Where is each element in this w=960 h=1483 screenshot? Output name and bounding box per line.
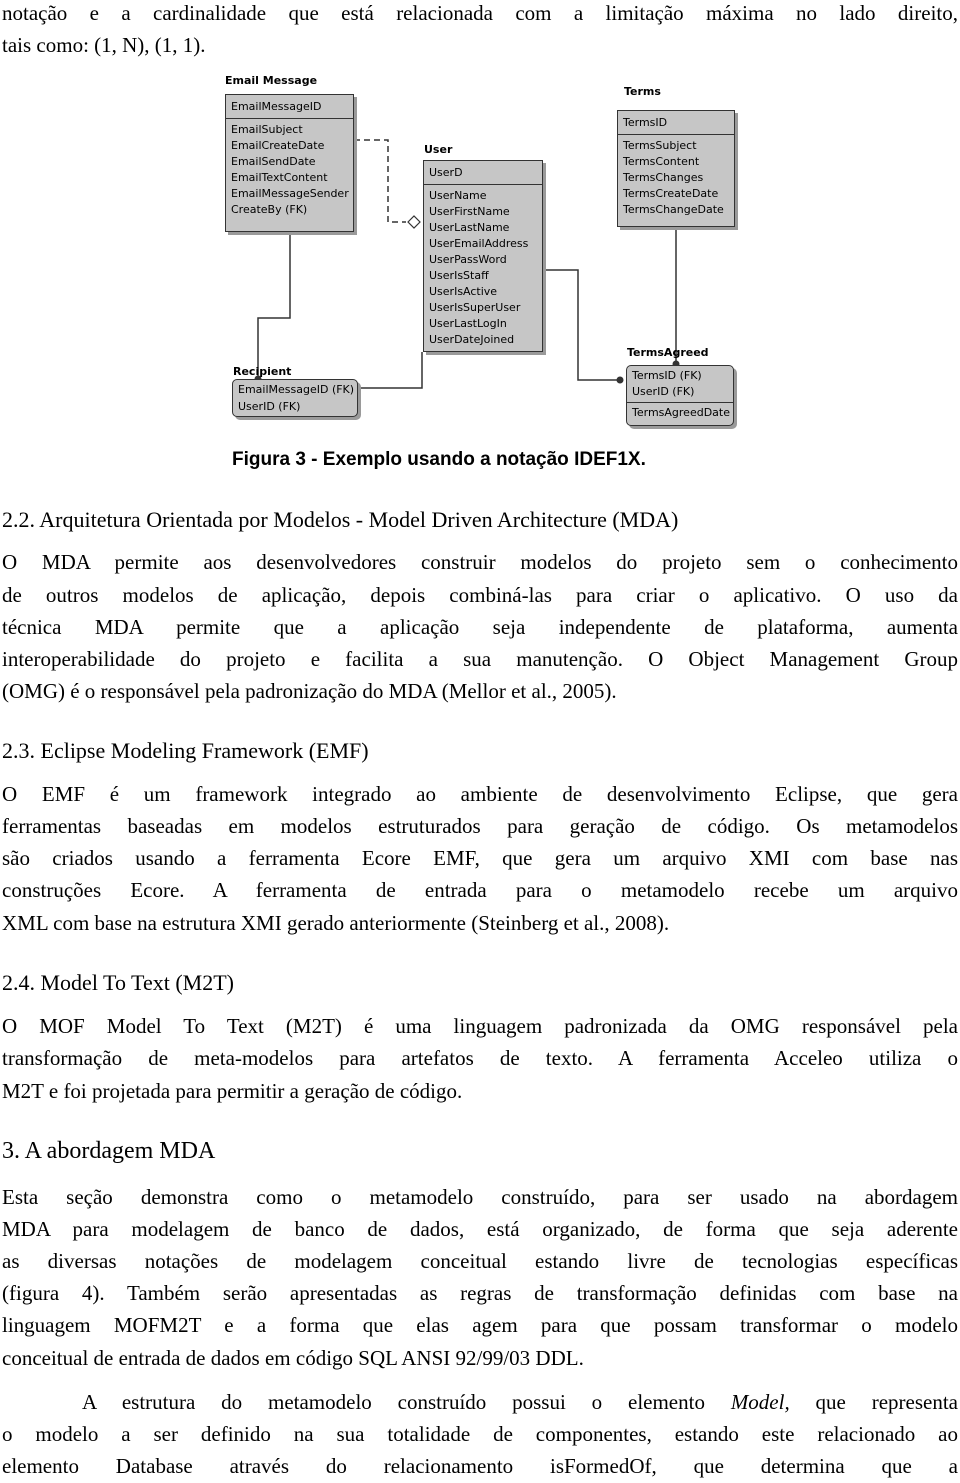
attribute: TermsChangeDate: [623, 203, 724, 216]
attribute: EmailSendDate: [231, 155, 316, 168]
attribute: UserDateJoined: [429, 333, 515, 346]
paragraph-line: ferramentas baseadas em modelos estruturados para geração de código. Os metamodelos: [2, 814, 958, 838]
attribute: UserLastName: [429, 221, 510, 234]
attribute: UserName: [429, 189, 487, 202]
paragraph-line: O MDA permite aos desenvolvedores construir modelos do projeto sem o conhecimento: [2, 550, 958, 574]
paragraph-line: o modelo a ser definido na sua totalidade de componentes, estando este relacionado ao: [2, 1422, 958, 1446]
paragraph-line: O EMF é um framework integrado ao ambiente de desenvolvimento Eclipse, que gera: [2, 782, 958, 806]
paragraph-line: elemento Database através do relacionamento isFormedOf, que determina que a: [2, 1454, 958, 1478]
paragraph-line: interoperabilidade do projeto e facilita a sua manutenção. O Object Management Group: [2, 647, 958, 671]
entity-recipient: [232, 379, 358, 417]
attribute: UserIsStaff: [429, 269, 489, 282]
key-attribute: UserD: [429, 166, 463, 179]
entity-terms-agreed: [626, 365, 734, 426]
relationship-line-termsagreed-user: [543, 270, 618, 380]
attribute: EmailSubject: [231, 123, 303, 136]
attribute: EmailMessageSender: [231, 187, 349, 200]
figure-caption: Figura 3 - Exemplo usando a notação IDEF1X.: [232, 449, 646, 470]
relationship-line-createby: [354, 140, 406, 222]
intro-line-1: notação e a cardinalidade que está relacionada com a limitação máxima no lado direito,: [2, 1, 958, 25]
paragraph-line: as diversas notações de modelagem conceitual estando livre de tecnologias específicas: [2, 1249, 958, 1273]
paragraph-line: são criados usando a ferramenta Ecore EMF, que gera um arquivo XMI com base nas: [2, 846, 958, 870]
entity-title-terms-agreed: TermsAgreed: [627, 346, 709, 359]
text-span: que representa: [789, 1390, 958, 1414]
paragraph-line: técnica MDA permite que a aplicação seja independente de plataforma, aumenta: [2, 615, 958, 639]
paragraph-line: M2T e foi projetada para permitir a geração de código.: [2, 1079, 463, 1103]
relationship-line-recipient-user: [358, 352, 422, 388]
paragraph-line: (figura 4). Também serão apresentadas as regras de transformação definidas com base na: [2, 1281, 958, 1305]
attribute: TermsCreateDate: [623, 187, 719, 200]
paragraph-line: de outros modelos de aplicação, depois combiná-las para criar o aplicativo. O uso da: [2, 583, 958, 607]
key-attribute: EmailMessageID (FK): [238, 383, 355, 396]
attribute: UserPassWord: [429, 253, 507, 266]
section-heading-3: 3. A abordagem MDA: [2, 1138, 216, 1164]
attribute: EmailTextContent: [231, 171, 328, 184]
key-attribute: EmailMessageID: [231, 100, 322, 113]
entity-user: [423, 160, 543, 352]
entity-email-message: [225, 94, 354, 232]
entity-terms: [617, 110, 735, 227]
paragraph-line: conceitual de entrada de dados em código SQL ANSI 92/99/03 DDL.: [2, 1346, 584, 1370]
entity-title-recipient: Recipient: [233, 365, 292, 378]
paragraph-line: construções Ecore. A ferramenta de entrada para o metamodelo recebe um arquivo: [2, 878, 958, 902]
attribute: UserIsActive: [429, 285, 498, 298]
entity-title-user: User: [424, 143, 453, 156]
paragraph-line: [82, 1389, 958, 1415]
key-attribute: TermsID: [623, 116, 668, 129]
attribute: TermsAgreedDate: [632, 406, 730, 419]
section-heading-2-2: 2.2. Arquitetura Orientada por Modelos - Model Driven Architecture (MDA): [2, 507, 679, 532]
attribute: UserFirstName: [429, 205, 510, 218]
entity-title-email-message: Email Message: [225, 74, 318, 87]
section-heading-2-4: 2.4. Model To Text (M2T): [2, 970, 234, 995]
entity-title-terms: Terms: [624, 85, 661, 98]
attribute: TermsChanges: [623, 171, 704, 184]
key-attribute: UserID (FK): [238, 400, 301, 413]
attribute: EmailCreateDate: [231, 139, 325, 152]
text-span: A estrutura do metamodelo construído possui o elemento: [82, 1390, 731, 1414]
attribute: UserEmailAddress: [429, 237, 529, 250]
attribute: TermsContent: [623, 155, 700, 168]
diamond-marker: [408, 216, 420, 228]
section-heading-2-3: 2.3. Eclipse Modeling Framework (EMF): [2, 738, 369, 763]
paragraph-line: O MOF Model To Text (M2T) é uma linguagem padronizada da OMG responsável pela: [2, 1014, 958, 1038]
attribute: CreateBy (FK): [231, 203, 308, 216]
paragraph-line: linguagem MOFM2T e a forma que elas agem para que possam transformar o modelo: [2, 1313, 958, 1337]
cardinality-dot: [617, 377, 624, 384]
paragraph-line: (OMG) é o responsável pela padronização do MDA (Mellor et al., 2005).: [2, 679, 617, 703]
key-attribute: UserID (FK): [632, 385, 695, 398]
attribute: UserLastLogIn: [429, 317, 507, 330]
paragraph-line: XML com base na estrutura XMI gerado anteriormente (Steinberg et al., 2008).: [2, 911, 670, 935]
attribute: TermsSubject: [623, 139, 697, 152]
paragraph-line: transformação de meta-modelos para artefatos de texto. A ferramenta Acceleo utiliza o: [2, 1046, 958, 1070]
paragraph-line: Esta seção demonstra como o metamodelo construído, para ser usado na abordagem: [2, 1185, 958, 1209]
paragraph-line: MDA para modelagem de banco de dados, está organizado, de forma que seja aderente: [2, 1217, 958, 1241]
attribute: UserIsSuperUser: [429, 301, 521, 314]
intro-line-2: tais como: (1, N), (1, 1).: [2, 33, 206, 57]
key-attribute: TermsID (FK): [632, 369, 702, 382]
relationship-line-recipient-email: [258, 232, 290, 376]
italic-term: Model,: [730, 1390, 790, 1414]
